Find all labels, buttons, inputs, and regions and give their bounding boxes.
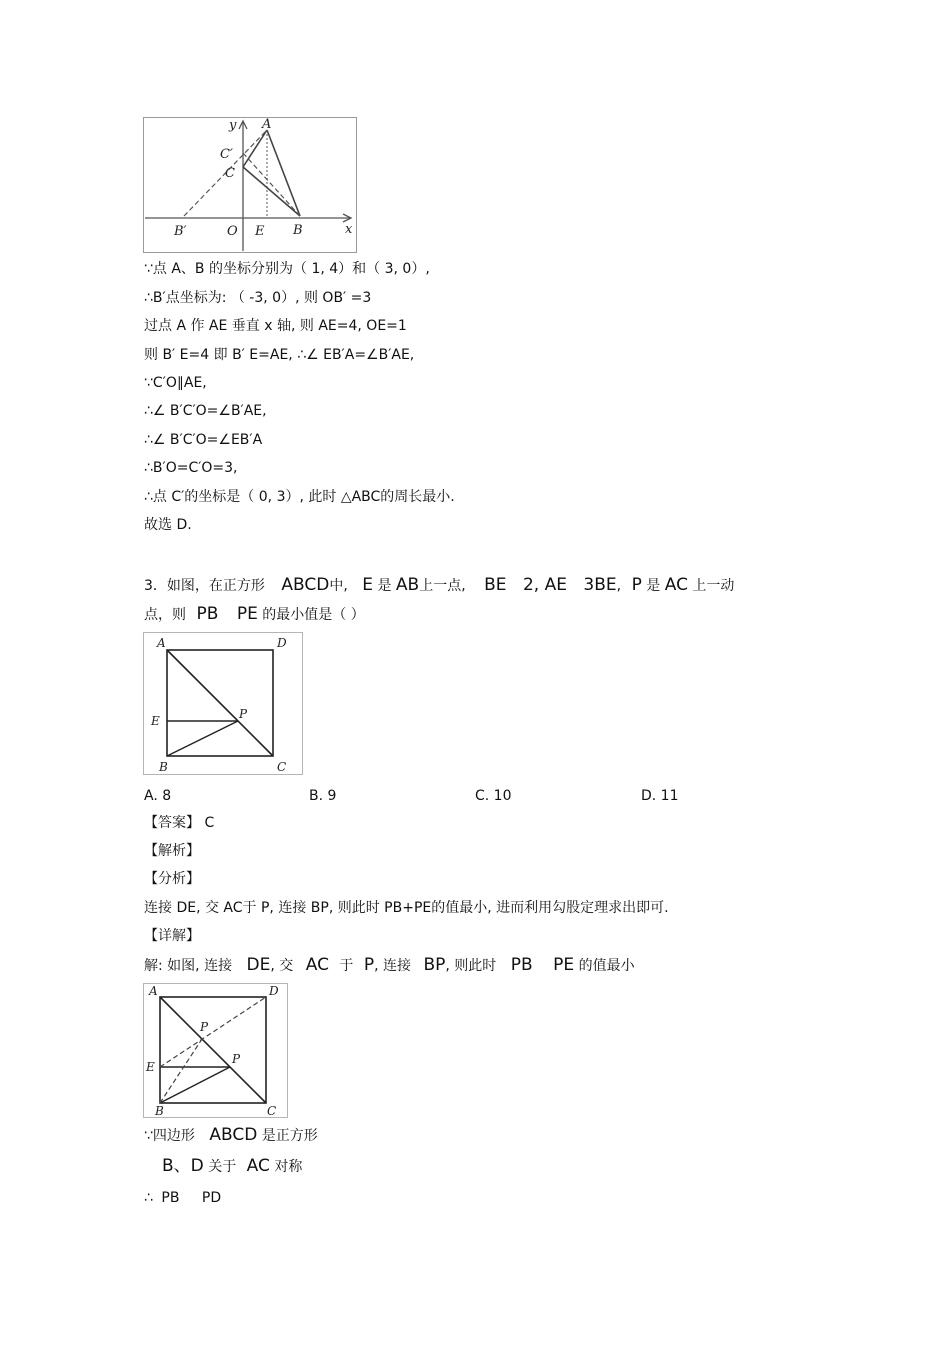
label-B: B: [293, 223, 303, 238]
label-E: E: [146, 1060, 155, 1074]
q3-text-shi-2: 是: [646, 578, 661, 594]
q3-math-PE: PE: [236, 604, 258, 624]
detail-math-DE: DE: [246, 955, 271, 975]
solution-line-1: ∵点 A、B 的坐标分别为（ 1, 4）和（ 3, 0）,: [144, 261, 430, 277]
detail-text-at: 于: [339, 958, 354, 974]
label-P: P: [239, 707, 248, 721]
detail-title: 【详解】: [144, 928, 200, 944]
label-P-top: P: [200, 1020, 209, 1034]
square-figure-svg: [143, 632, 303, 775]
q3-text-moving: 上一动: [692, 578, 735, 594]
tail-text-square: 是正方形: [261, 1128, 318, 1144]
tail-line-1: [144, 1125, 318, 1146]
detail-text-intersect: , 交: [270, 958, 294, 974]
tail-math-PB: PB: [161, 1190, 180, 1206]
q3-math-AB: AB: [395, 575, 420, 595]
q3-math-P: P: [631, 575, 642, 595]
analysis-title: 【解析】: [144, 843, 200, 859]
label-x: x: [345, 222, 353, 237]
tail-line-3: [144, 1188, 221, 1208]
solution-line-9: ∴点 C′的坐标是（ 0, 3）, 此时 △ABC的周长最小.: [144, 489, 455, 505]
segment-BP: [167, 721, 238, 756]
dashed-BP-prime: [160, 1039, 202, 1103]
label-C-prime: C′: [220, 147, 233, 162]
tail-line-2: [162, 1156, 302, 1177]
tail-therefore: ∴: [144, 1190, 153, 1206]
detail-math-AC: AC: [305, 955, 329, 975]
q3-math-AC: AC: [664, 575, 688, 595]
solution-line-5: ∵C′O∥AE,: [144, 375, 207, 391]
label-C: C: [277, 760, 287, 774]
q3-text-intro: 3．如图，在正方形: [144, 578, 265, 594]
dashed-Cprime-B: [243, 153, 300, 216]
q3-math-E: E: [362, 575, 373, 595]
q3-text-minimum: 的最小值是（ ）: [262, 607, 365, 623]
choice-d: D. 11: [641, 788, 679, 804]
label-D: D: [277, 636, 287, 650]
solution-line-3: 过点 A 作 AE 垂直 x 轴, 则 AE=4, OE=1: [144, 318, 407, 334]
figure-square-solution: [143, 983, 288, 1118]
label-B: B: [155, 1104, 164, 1118]
figure-coordinate-triangle: [143, 117, 357, 253]
q3-text-shi: 是: [377, 578, 392, 594]
solution-line-2: ∴B′点坐标为: （ -3, 0）, 则 OB′ =3: [144, 290, 372, 306]
q3-math-BE: BE: [484, 575, 507, 595]
tail-math-PD: PD: [201, 1190, 222, 1206]
q3-text-zhong: 中,: [329, 578, 348, 594]
tail-math-AC: AC: [246, 1156, 270, 1176]
segment-AB: [267, 130, 300, 216]
label-O: O: [227, 224, 238, 239]
label-A: A: [149, 984, 158, 998]
label-B: B: [159, 760, 168, 774]
detail-text-connect: 解: 如图, 连接: [144, 958, 233, 974]
answer-line: 【答案】 C: [144, 815, 215, 831]
solution-line-7: ∴∠ B′C′O=∠EB′A: [144, 432, 263, 448]
detail-math-PE: PE: [553, 955, 575, 975]
coordinate-figure-svg: [143, 117, 357, 253]
segment-BP: [160, 1067, 230, 1103]
detail-math-P: P: [363, 955, 375, 975]
solution-line-6: ∴∠ B′C′O=∠B′AE,: [144, 403, 267, 419]
q3-math-3BE: 3BE: [583, 575, 617, 595]
q3-math-PB: PB: [196, 604, 219, 624]
label-B-prime: B′: [174, 224, 187, 239]
detail-math-PB: PB: [510, 955, 533, 975]
detail-text-then: , 则此时: [445, 958, 497, 974]
label-E: E: [255, 224, 265, 239]
choice-b: B. 9: [309, 788, 337, 804]
label-D: D: [269, 984, 279, 998]
diagonal-AC: [167, 650, 273, 756]
tail-text-symmetric: 对称: [274, 1159, 303, 1175]
label-C: C: [225, 166, 235, 181]
question-3-line-1: [144, 575, 734, 596]
solution-figure-svg: [143, 983, 288, 1118]
solution-line-4: 则 B′ E=4 即 B′ E=AE, ∴∠ EB′A=∠B′AE,: [144, 347, 415, 363]
label-P: P: [232, 1052, 241, 1066]
label-A: A: [262, 117, 272, 132]
label-y: y: [229, 118, 237, 133]
q3-text-then: 点，则: [144, 607, 186, 623]
tail-text-quad: ∵四边形: [144, 1128, 195, 1144]
label-E: E: [151, 714, 160, 728]
label-C: C: [267, 1104, 277, 1118]
detail-math-BP: BP: [423, 955, 446, 975]
dashed-DE: [160, 997, 266, 1067]
fenxi-text: 连接 DE, 交 AC于 P, 连接 BP, 则此时 PB+PE的值最小, 进而利用勾股定理求出即可.: [144, 900, 669, 916]
tail-text-about: 关于: [208, 1159, 237, 1175]
tail-math-ABCD: ABCD: [209, 1125, 258, 1145]
diagonal-AC: [160, 997, 266, 1103]
segment-AC: [243, 130, 267, 167]
q3-comma: ,: [616, 578, 622, 594]
detail-line: [144, 955, 635, 976]
q3-math-AE: 2, AE: [522, 575, 567, 595]
q3-math-ABCD: ABCD: [281, 575, 330, 595]
label-A: A: [157, 636, 166, 650]
detail-text-min: 的值最小: [578, 958, 635, 974]
choice-c: C. 10: [475, 788, 512, 804]
solution-line-8: ∴B′O=C′O=3,: [144, 460, 238, 476]
q3-text-point: 上一点,: [419, 578, 466, 594]
question-3-line-2: [144, 604, 365, 625]
detail-text-connect-2: , 连接: [374, 958, 412, 974]
choice-a: A. 8: [144, 788, 172, 804]
fenxi-title: 【分析】: [144, 871, 200, 887]
tail-math-BD: B、D: [162, 1156, 204, 1176]
solution-line-10: 故选 D.: [144, 517, 192, 533]
figure-square-question: [143, 632, 303, 775]
